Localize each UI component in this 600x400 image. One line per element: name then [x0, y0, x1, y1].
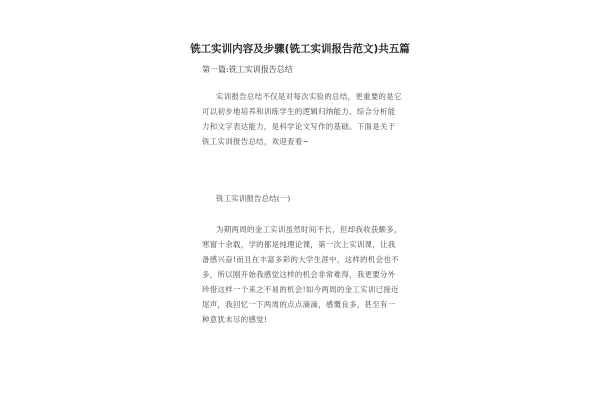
section-heading: 铣工实训报告总结(一)	[216, 194, 291, 203]
intro-paragraph: 实训报告总结不仅是对每次实验的总结，更重要的是它可以初步地培养和训练学生的逻辑归纳能力、综合分析能力和文字表达能力，是科学论文写作的基础。下面是关于铣工实训报告总结，欢迎查看~	[202, 92, 402, 146]
document-title: 铣工实训内容及步骤(铣工实训报告范文)共五篇	[190, 43, 410, 55]
body-paragraph: 为期两周的金工实训虽然时间不长，但却我收获颇多，寒窗十余载，学的都是纯理论课，第一次上实训课，让我备感兴奋!而且在丰富多彩的大学生涯中，这样的机会也不多，所以刚开始我感觉这样的机会非常难得，我更要分外珍惜这样一个来之不易的机会!如今两周的金工实训已接近尾声，我回忆一下两周的点点滴滴，感慨良多，甚至有一种意犹未尽的感觉!	[202, 225, 402, 324]
part-heading: 第一篇:铣工实训报告总结	[202, 65, 293, 74]
